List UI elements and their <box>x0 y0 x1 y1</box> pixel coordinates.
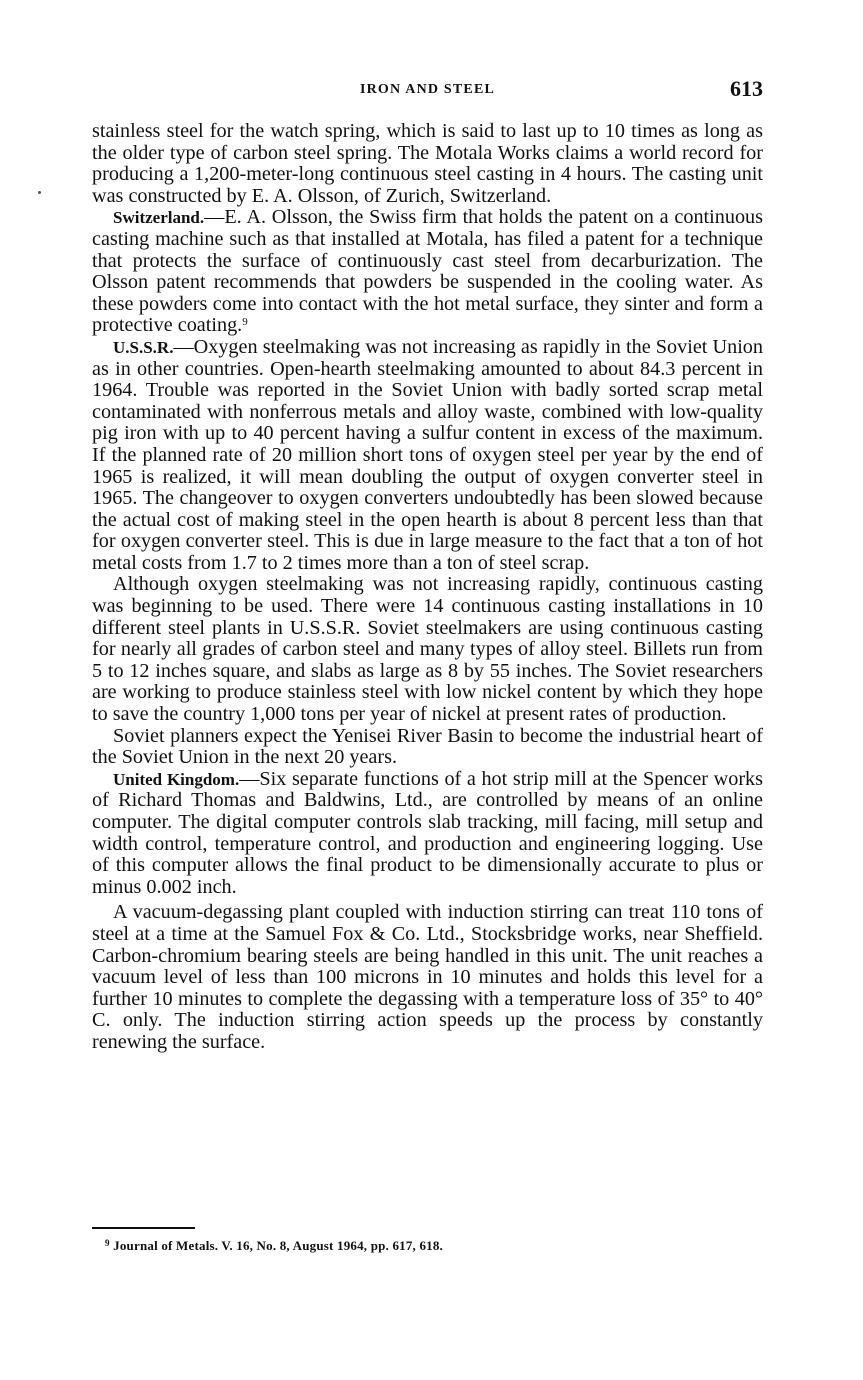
paragraph-switzerland <box>92 207 763 337</box>
paragraph-continued: stainless steel for the watch spring, which is said to last up to 10 times as long as the older type of carbon steel spring. The Motala Works claims a world record for producing a 1,200-meter-long continuous steel casting in 4 hours. The casting unit was constructed by E. A. Olsson, of Zurich, Switzerland. <box>92 120 763 207</box>
paragraph-vacuum-degassing: A vacuum-degassing plant coupled with induction stirring can treat 110 tons of steel at a time at the Samuel Fox & Co. Ltd., Stocksbridge works, near Sheffield. Carbon-chromium bearing steels are being handled in this unit. The unit reaches a vacuum level of less than 100 microns in 10 minutes and holds this level for a further 10 minutes to complete the degassing with a temperature loss of 35° to 40° C. only. The induction stirring action speeds up the process by constantly renewing the surface. <box>92 901 763 1053</box>
section-heading-united-kingdom: United Kingdom. <box>113 769 240 789</box>
section-heading-ussr: U.S.S.R. <box>113 337 174 357</box>
paragraph-ussr <box>92 337 763 575</box>
stray-mark <box>38 191 41 194</box>
paragraph-yenisei: Soviet planners expect the Yenisei River Basin to become the industrial heart of the Soviet Union in the next 20 years. <box>92 724 763 769</box>
footnote-marker: 9 <box>105 1238 110 1248</box>
paragraph-continuous-casting: Although oxygen steelmaking was not increasing rapidly, continuous casting was beginning to be used. There were 14 continuous casting installations in 10 different steel plants in U.S.S.R. Soviet steelmakers are using continuous casting for nearly all grades of carbon steel and many types of alloy steel. Billets run from 5 to 12 inches square, and slabs as large as 8 by 55 inches. The Soviet researchers are working to produce stainless steel with low nickel content by which they hope to save the country 1,000 tons per year of nickel at present rates of production. <box>92 573 763 726</box>
paragraph-text: —E. A. Olsson, the Swiss firm that holds the patent on a continuous casting machine such as that installed at Motala, has filed a patent for a technique that protects the surface of continuously cast steel from decarburization. The Olsson patent recommends that powders be suspended in the cooling water. As these powders come into contact with the hot metal surface, they sinter and form a protective coating. <box>92 206 763 337</box>
page-number: 613 <box>730 76 763 101</box>
footnote-text: Journal of Metals. V. 16, No. 8, August 1964, pp. 617, 618. <box>113 1238 444 1253</box>
paragraph-text: —Six separate functions of a hot strip mill at the Spencer works of Richard Thomas and Baldwins, Ltd., are controlled by means of an online computer. The digital computer controls slab tracking, mill facing, mill setup and width control, temperature control, and production and engineering logging. Use of this computer allows the final product to be dimensionally accurate to plus or minus 0.002 inch. <box>92 767 763 898</box>
page-header <box>92 76 763 104</box>
running-head: IRON AND STEEL <box>359 82 496 97</box>
body-text <box>92 121 763 1054</box>
footnote <box>105 1238 443 1254</box>
paragraph-text: —Oxygen steelmaking was not increasing as rapidly in the Soviet Union as in other countries. Open-hearth steelmaking amounted to about 84.3 percent in 1964. Trouble was reported in the Soviet Union with badly sorted scrap metal contaminated with nonferrous metals and alloy waste, combined with low-quality pig iron with up to 40 percent having a sulfur content in excess of the maximum. If the planned rate of 20 million short tons of oxygen steel per year by the end of 1965 is realized, it will mean doubling the output of oxygen converter steel in 1965. The changeover to oxygen converters undoubtedly has been slowed because the actual cost of making steel in the open hearth is about 8 percent less than that for oxygen converter steel. This is due in large measure to the fact that a ton of hot metal costs from 1.7 to 2 times more than a ton of steel scrap. <box>92 335 763 574</box>
footnote-rule <box>92 1227 195 1229</box>
section-heading-switzerland: Switzerland. <box>113 208 205 228</box>
footnote-ref: 9 <box>242 316 248 329</box>
paragraph-united-kingdom <box>92 769 763 899</box>
